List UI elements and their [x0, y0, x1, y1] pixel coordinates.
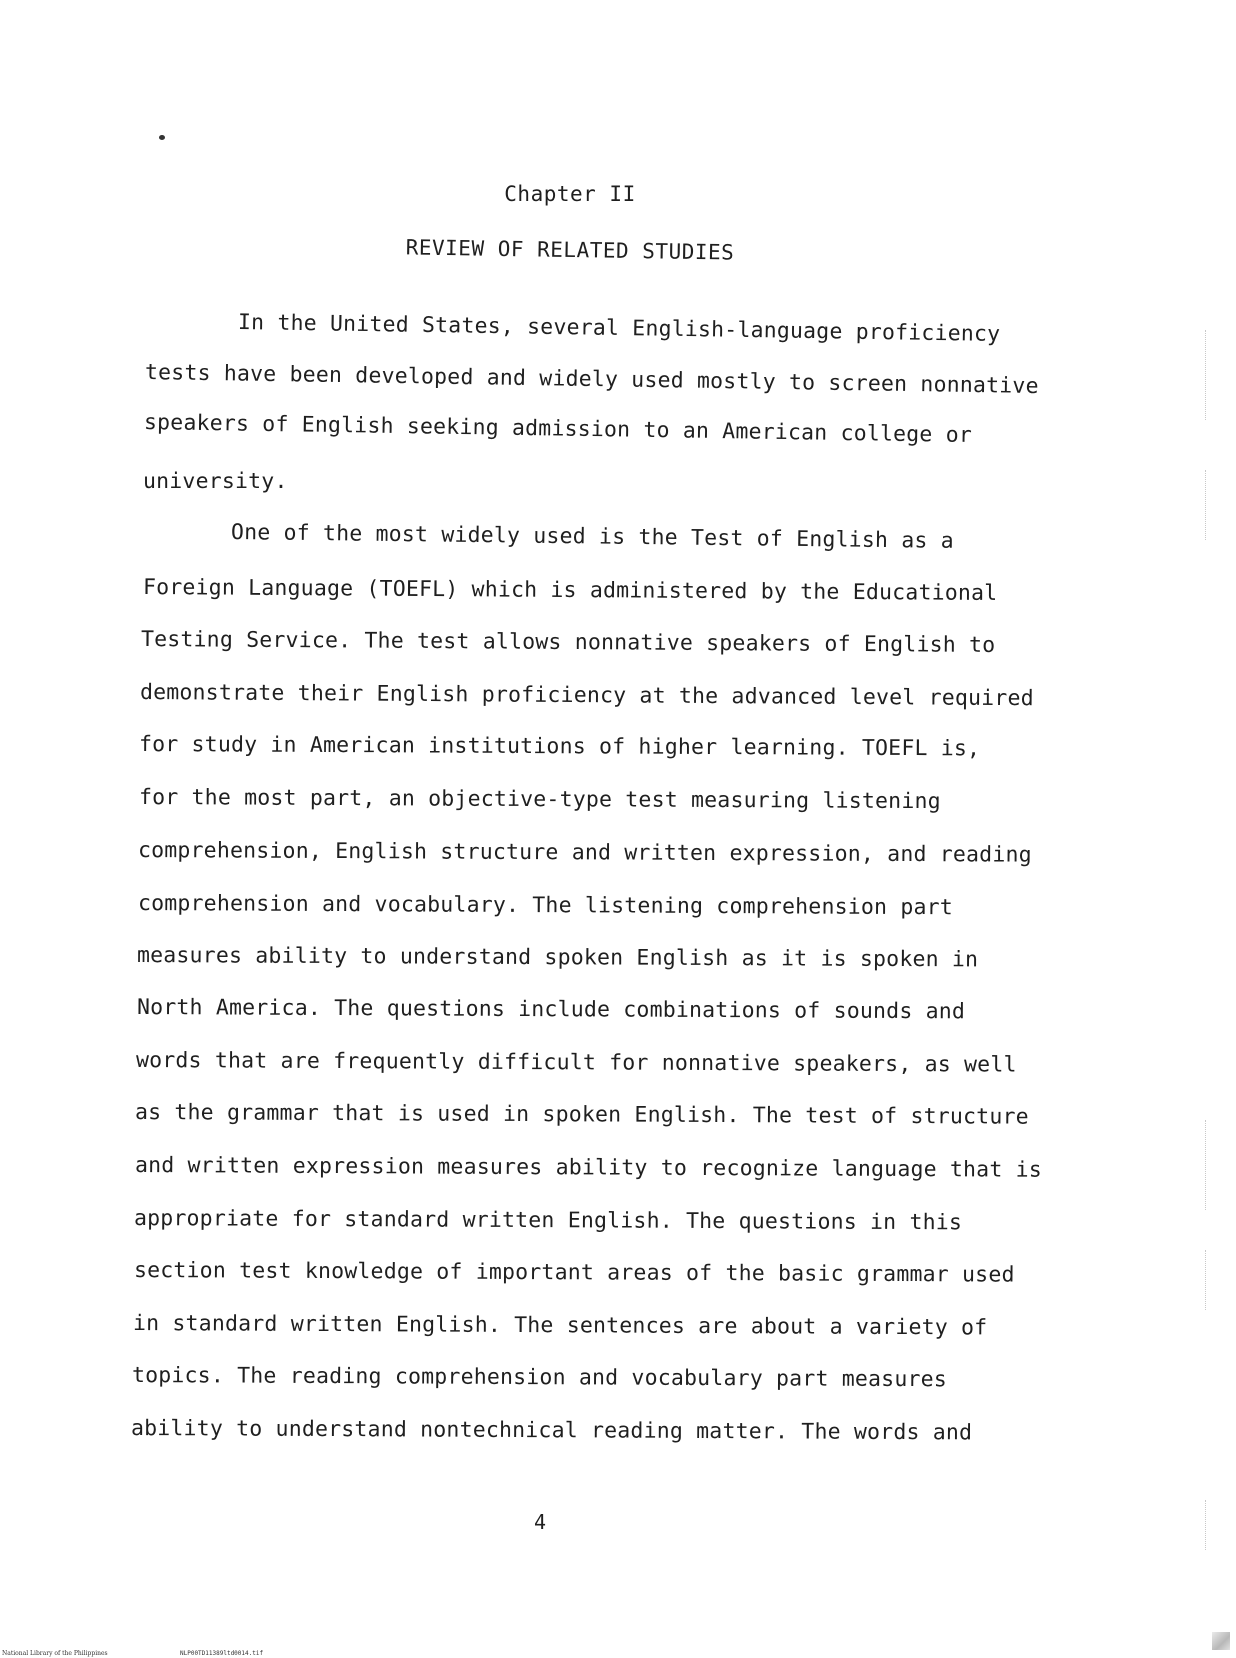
body-line: comprehension and vocabulary. The listening comprehension part [137, 891, 953, 921]
body-line: One of the most widely used is the Test of English as a [230, 520, 955, 554]
body-line: ability to understand nontechnical reading matter. The words and [130, 1416, 973, 1446]
scan-margin-artifact [1205, 470, 1207, 540]
body-line: section test knowledge of important areas of the basic grammar used [133, 1258, 1015, 1288]
body-line: Testing Service. The test allows nonnative speakers of English to [140, 627, 996, 658]
body-line: demonstrate their English proficiency at the advanced level required [139, 680, 1034, 712]
body-line: as the grammar that is used in spoken English. The test of structure [134, 1100, 1029, 1130]
body-line: speakers of English seeking admission to an American college or [143, 410, 973, 449]
body-line: Foreign Language (TOEFL) which is administered by the Educational [142, 575, 998, 606]
scan-margin-artifact [1205, 1120, 1207, 1210]
body-line: appropriate for standard written English. The questions in this [133, 1206, 963, 1236]
body-line: in standard written English. The sentences are about a variety of [132, 1311, 988, 1341]
page-number: 4 [533, 1510, 547, 1534]
body-line: measures ability to understand spoken English as it is spoken in [136, 943, 979, 973]
body-line: university. [143, 469, 288, 494]
body-line: comprehension, English structure and written expression, and reading [137, 838, 1032, 868]
body-line: topics. The reading comprehension and vocabulary part measures [131, 1363, 947, 1393]
scan-margin-artifact [1205, 330, 1207, 420]
scan-margin-artifact [1205, 1500, 1207, 1550]
section-title: REVIEW OF RELATED STUDIES [405, 235, 735, 265]
scan-corner-mark [1212, 1632, 1230, 1650]
chapter-heading: Chapter II [504, 182, 636, 206]
footer-library: National Library of the Philippines [2, 1650, 108, 1657]
body-line: words that are frequently difficult for nonnative speakers, as well [135, 1048, 1017, 1078]
scan-margin-artifact [1205, 1250, 1207, 1310]
body-line: for study in American institutions of higher learning. TOEFL is, [138, 732, 981, 762]
body-line: North America. The questions include combinations of sounds and [136, 995, 966, 1025]
body-line: tests have been developed and widely used mostly to screen nonnative [144, 360, 1039, 400]
body-line: In the United States, several English-language proficiency [237, 310, 1001, 347]
footer-file: NLP00TD11389ltd0014.tif [180, 1650, 264, 1657]
body-line: and written expression measures ability to recognize language that is [134, 1153, 1043, 1183]
scan-speck [159, 135, 165, 140]
body-line: for the most part, an objective-type test measuring listening [138, 785, 941, 815]
